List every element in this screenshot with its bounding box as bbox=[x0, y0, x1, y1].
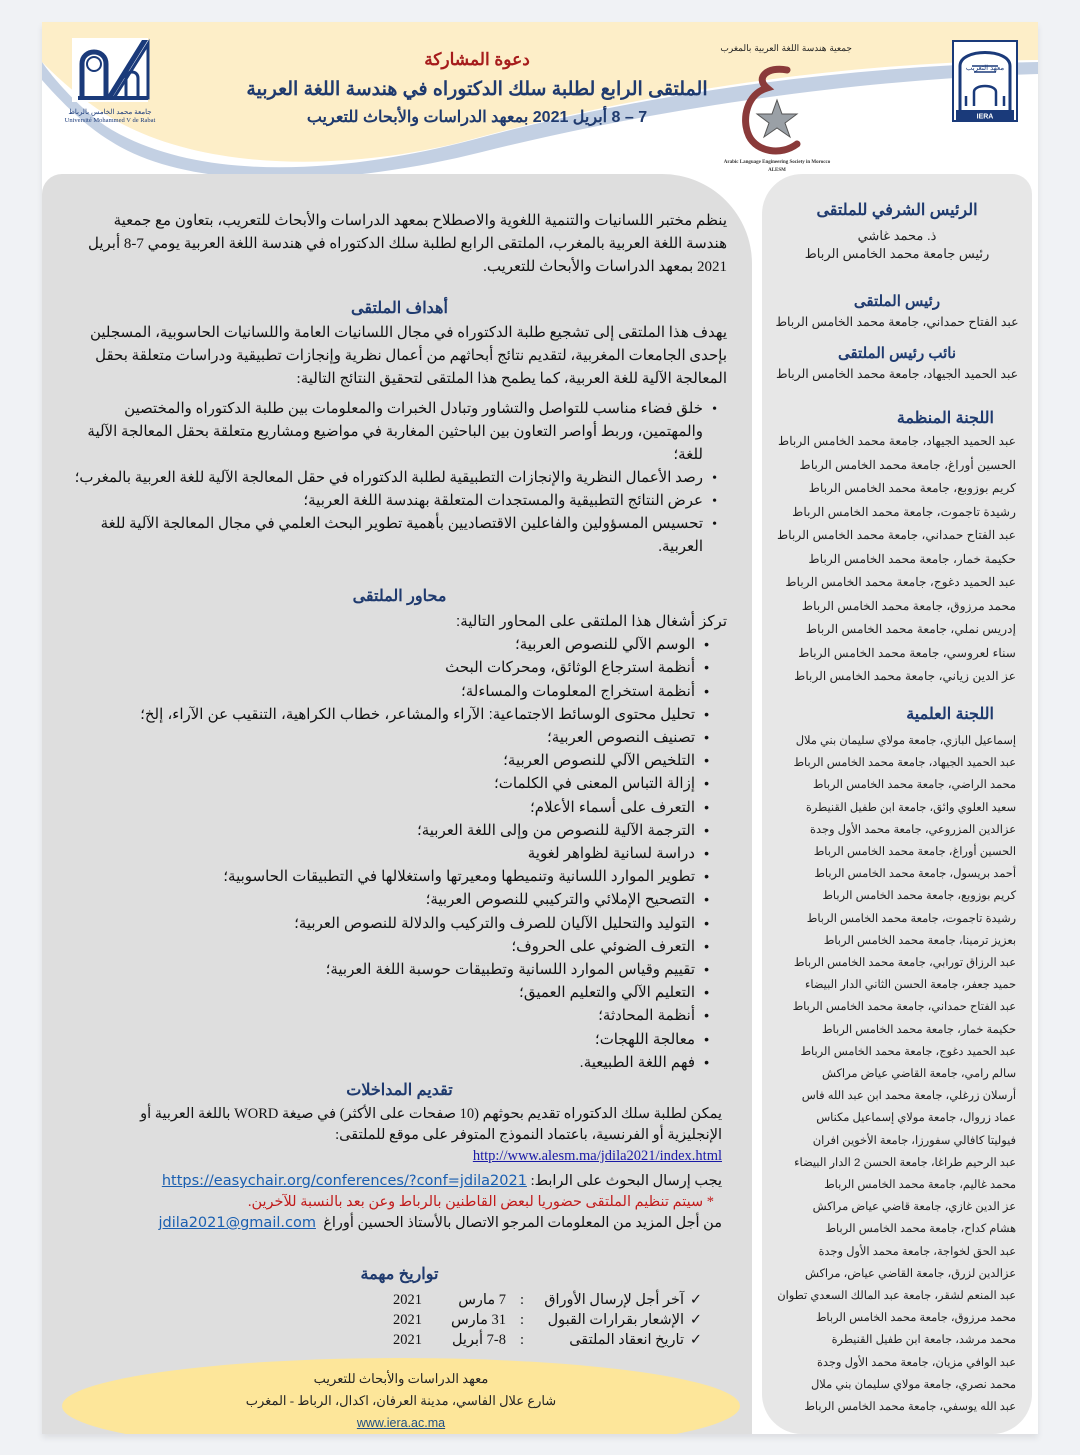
university-caption-fr: Université Mohammed V de Rabat bbox=[64, 117, 156, 124]
honorary-heading: الرئيس الشرفي للملتقى bbox=[816, 202, 978, 219]
objective-item: • خلق فضاء مناسب للتواصل والتشاور وتبادل الخبرات والمعلومات بين طلبة الدكتوراه والمختصين والمهتمين، وربط أواصر التعاون بين الباحثين المغاربة في مواضيع ومشاريع متعلقة بحقل المعالجة الآلية للغة؛ bbox=[72, 398, 713, 467]
date-year: 2021 bbox=[393, 1332, 422, 1348]
committee-member: كريم بوزوبع، جامعة محمد الخامس الرباط bbox=[808, 481, 1016, 495]
committee-member: عماد زروال، جامعة مولاي إسماعيل مكناس bbox=[816, 1112, 1016, 1125]
date-colon: : bbox=[519, 1332, 524, 1348]
committee-member: كريم بوزوبع، جامعة محمد الخامس الرباط bbox=[822, 890, 1016, 903]
committee-member: إدريس نملي، جامعة محمد الخامس الرباط bbox=[805, 622, 1016, 636]
committee-member: محمد مرزوق، جامعة محمد الخامس الرباط bbox=[801, 598, 1016, 613]
date-row bbox=[252, 1290, 702, 1310]
committee-member: عبد الفتاح حمداني، جامعة محمد الخامس الرباط bbox=[792, 1001, 1016, 1014]
committee-member: عبد الوافي مزيان، جامعة محمد الأول وجدة bbox=[816, 1356, 1016, 1369]
contact-email-link[interactable]: jdila2021@gmail.com bbox=[158, 1215, 316, 1231]
objective-item: • تحسيس المسؤولين والفاعلين الاقتصاديين بأهمية تطوير البحث العلمي في مجال المعالجة الآلية للغة العربية. bbox=[72, 513, 713, 559]
axis-item: • التعليم الآلي والتعليم العميق؛ bbox=[72, 981, 705, 1004]
chair-block bbox=[762, 292, 1032, 329]
axis-item: • التلخيص الآلي للنصوص العربية؛ bbox=[72, 749, 705, 772]
objectives-heading: أهداف الملتقى bbox=[351, 300, 448, 317]
date-label: الإشعار بقرارات القبول bbox=[547, 1312, 684, 1328]
committee-member: عبد الله يوسفي، جامعة محمد الخامس الرباط bbox=[804, 1401, 1016, 1414]
chair-name: عبد الفتاح حمداني، جامعة محمد الخامس الرباط bbox=[775, 315, 1019, 329]
main-panel bbox=[42, 174, 752, 1434]
organizing-list bbox=[762, 430, 1032, 689]
submission-heading: تقديم المداخلات bbox=[346, 1082, 453, 1099]
organizing-heading: اللجنة المنظمة bbox=[896, 410, 994, 427]
committee-member: فيوليتا كافالي سفورزا، جامعة الأخوين افران bbox=[812, 1134, 1016, 1147]
footer-website-link[interactable]: www.iera.ac.ma bbox=[356, 1416, 446, 1430]
committee-member: سناء لعروسي، جامعة محمد الخامس الرباط bbox=[798, 645, 1016, 660]
committee-member: إسماعيل البازي، جامعة مولاي سليمان بني ملال bbox=[795, 735, 1016, 747]
axis-item: • معالجة اللهجات؛ bbox=[72, 1028, 705, 1051]
committee-member: حكيمة خمار، جامعة محمد الخامس الرباط bbox=[808, 551, 1016, 566]
alesm-abbr: ALESM bbox=[768, 168, 786, 173]
committee-member: بعزيز ترمينا، جامعة محمد الخامس الرباط bbox=[823, 934, 1016, 947]
submission-text: يمكن لطلبة سلك الدكتوراه تقديم بحوثهم (10 صفحات على الأكثر) في صيغة WORD باللغة العربية أو الإنجليزية أو الفرنسية، باعتماد النموذج المتوفر على موقع للملتقى: bbox=[140, 1106, 722, 1143]
objectives-intro: يهدف هذا الملتقى إلى تشجيع طلبة الدكتوراه في مجال اللسانيات العامة واللسانيات الحاسوبية، المسجلين بإحدى الجامعات المغربية، لتقديم نتائج أبحاثهم من أعمال نظرية وإنجازات تطبيقية ودراسات متعلقة بحقل المعالجة الآلية للغة العربية، كما يطمح هذا الملتقى لتحقيق النتائج التالية: bbox=[89, 325, 727, 387]
axis-item: • التعرف الضوئي على الحروف؛ bbox=[72, 935, 705, 958]
vice-chair-name: عبد الحميد الجيهاد، جامعة محمد الخامس الرباط bbox=[775, 367, 1019, 381]
axis-item: • الترجمة الآلية للنصوص من وإلى اللغة العربية؛ bbox=[72, 819, 705, 842]
committee-member: محمد الراضي، جامعة محمد الخامس الرباط bbox=[812, 779, 1016, 792]
committee-member: رشيدة تاجموت، جامعة محمد الخامس الرباط bbox=[806, 912, 1016, 925]
submission-section bbox=[82, 1104, 722, 1234]
committee-member: هشام كداح، جامعة محمد الخامس الرباط bbox=[825, 1223, 1016, 1236]
axis-item: • فهم اللغة الطبيعية. bbox=[72, 1051, 705, 1074]
date-colon: : bbox=[519, 1312, 524, 1328]
committee-member: عبد الفتاح حمداني، جامعة محمد الخامس الرباط bbox=[776, 528, 1016, 542]
committee-member: رشيدة تاجموت، جامعة محمد الخامس الرباط bbox=[792, 504, 1016, 519]
vice-chair-block bbox=[762, 344, 1032, 381]
check-icon: ✓ bbox=[689, 1312, 702, 1328]
committee-member: عز الدين زياني، جامعة محمد الخامس الرباط bbox=[794, 669, 1016, 683]
committee-member: عز الدين غازي، جامعة قاضي عياض مراكش bbox=[812, 1201, 1016, 1214]
committee-member: عزالدين المزروعي، جامعة محمد الأول وجدة bbox=[810, 823, 1016, 836]
axis-item: • تحليل محتوى الوسائط الاجتماعية: الآراء والمشاعر، خطاب الكراهية، التنقيب عن الآراء، إلخ؛ bbox=[72, 703, 705, 726]
iera-abbr: IERA bbox=[976, 113, 994, 121]
objective-item: • عرض النتائج التطبيقية والمستجدات المتعلقة بهندسة اللغة العربية؛ bbox=[72, 490, 713, 513]
date-colon: : bbox=[519, 1292, 524, 1308]
committee-member: عبد الحميد الجيهاد، جامعة محمد الخامس الرباط bbox=[793, 757, 1016, 770]
axis-item: • تصنيف النصوص العربية؛ bbox=[72, 726, 705, 749]
axis-item: • التصحيح الإملائي والتركيبي للنصوص العربية؛ bbox=[72, 888, 705, 911]
scientific-heading: اللجنة العلمية bbox=[906, 706, 994, 723]
committee-member: محمد مرشد، جامعة ابن طفيل القنيطرة bbox=[831, 1334, 1016, 1347]
axis-item: • الوسم الآلي للنصوص العربية؛ bbox=[72, 633, 705, 656]
template-link[interactable]: http://www.alesm.ma/jdila2021/index.html bbox=[472, 1148, 722, 1164]
organizing-committee bbox=[762, 408, 1032, 689]
committee-member: عبد الرحيم طراغا، جامعة الحسن 2 الدار البيضاء bbox=[794, 1156, 1016, 1169]
committee-member: الحسين أوراغ، جامعة محمد الخامس الرباط bbox=[813, 846, 1016, 859]
chair-heading: رئيس الملتقى bbox=[853, 293, 941, 310]
axes-intro: تركز أشغال هذا الملتقى على المحاور التالية: bbox=[456, 613, 727, 630]
alesm-caption-en: Arabic Language Engineering Society in Morocco bbox=[723, 160, 831, 165]
axis-item: • أنظمة استخراج المعلومات والمساءلة؛ bbox=[72, 680, 705, 703]
committee-member: سعيد العلوي وائق، جامعة ابن طفيل القنيطرة bbox=[805, 801, 1016, 814]
committee-member: حكيمة خمار، جامعة محمد الخامس الرباط bbox=[822, 1023, 1016, 1036]
committee-member: الحسين أوراغ، جامعة محمد الخامس الرباط bbox=[799, 457, 1016, 472]
date-row bbox=[252, 1330, 702, 1350]
committee-member: عبد الحق لخواجة، جامعة محمد الأول وجدة bbox=[818, 1245, 1016, 1258]
send-label: يجب إرسال البحوث على الرابط: bbox=[530, 1173, 722, 1189]
footer-address-oval bbox=[62, 1358, 740, 1434]
date-row bbox=[252, 1310, 702, 1330]
university-logo bbox=[56, 34, 164, 124]
axis-item: • دراسة لسانية لظواهر لغوية bbox=[72, 842, 705, 865]
footer-address: شارع علال الفاسي، مدينة العرفان، اكدال، الرباط - المغرب bbox=[245, 1393, 557, 1408]
scientific-list bbox=[762, 730, 1032, 1418]
committees-sidebar bbox=[762, 174, 1032, 1434]
date-label: آخر أجل لإرسال الأوراق bbox=[544, 1292, 684, 1308]
date-year: 2021 bbox=[393, 1312, 422, 1328]
honorary-name: ذ. محمد غاشي bbox=[857, 228, 937, 243]
honorary-role: رئيس جامعة محمد الخامس الرباط bbox=[804, 246, 990, 261]
hybrid-notice: * سيتم تنظيم الملتقى حضوريا لبعض القاطنين بالرباط وعن بعد بالنسبة للآخرين. bbox=[247, 1194, 714, 1210]
committee-member: محمد نصري، جامعة مولاي سليمان بني ملال bbox=[811, 1378, 1016, 1391]
iera-logo bbox=[952, 40, 1018, 122]
check-icon: ✓ bbox=[689, 1332, 702, 1348]
axis-item: • تطوير الموارد اللسانية وتنميطها ومعيرتها واستغلالها في التطبيقات الحاسوبية؛ bbox=[72, 865, 705, 888]
date-day: 7 مارس bbox=[458, 1292, 506, 1308]
axis-item: • التوليد والتحليل الآليان للصرف والتركيب والدلالة للنصوص العربية؛ bbox=[72, 912, 705, 935]
important-dates bbox=[252, 1290, 702, 1350]
committee-member: عزالدين لزرق، جامعة القاضي عياض، مراكش bbox=[804, 1267, 1016, 1280]
committee-member: حميد جعفر، جامعة الحسن الثاني الدار البيضاء bbox=[804, 979, 1016, 992]
objectives-list bbox=[72, 398, 727, 559]
scientific-committee bbox=[762, 704, 1032, 1418]
vice-chair-heading: نائب رئيس الملتقى bbox=[837, 345, 957, 362]
committee-member: عبد المنعم لشقر، جامعة عبد المالك السعدي تطوان bbox=[777, 1290, 1016, 1303]
axis-item: • إزالة التباس المعنى في الكلمات؛ bbox=[72, 772, 705, 795]
committee-member: عبد الحميد دغوج، جامعة محمد الخامس الرباط bbox=[800, 1045, 1016, 1058]
committee-member: عبد الحميد الجيهاد، جامعة محمد الخامس الرباط bbox=[777, 434, 1016, 448]
axes-heading: محاور الملتقى bbox=[352, 588, 447, 605]
date-day: 31 مارس bbox=[450, 1312, 506, 1328]
axis-item: • أنظمة استرجاع الوثائق، ومحركات البحث bbox=[72, 656, 705, 679]
date-day: 7-8 أبريل bbox=[451, 1332, 506, 1348]
axis-item: • التعرف على أسماء الأعلام؛ bbox=[72, 796, 705, 819]
committee-member: محمد غاليم، جامعة محمد الخامس الرباط bbox=[824, 1179, 1016, 1192]
easychair-link[interactable]: https://easychair.org/conferences/?conf=jdila2021 bbox=[161, 1173, 527, 1189]
university-caption-ar: جامعة محمد الخامس بالرباط bbox=[68, 109, 152, 116]
committee-member: أرسلان زرغلي، جامعة محمد ابن عبد الله فاس bbox=[801, 1090, 1016, 1103]
alesm-emblem-icon bbox=[737, 64, 817, 159]
date-year: 2021 bbox=[393, 1292, 422, 1308]
check-icon: ✓ bbox=[689, 1292, 702, 1308]
alesm-caption-ar: جمعية هندسة اللغة العربية بالمغرب bbox=[720, 44, 852, 54]
intro-paragraph: ينظم مختبر اللسانيات والتنمية اللغوية والاصطلاح بمعهد الدراسات والأبحاث للتعريب، بتعاون مع جمعية هندسة اللغة العربية بالمغرب، الملتقى الرابع لطلبة سلك الدكتوراه في هندسة اللغة العربية يومي 7-8 أبريل 2021 بمعهد الدراسات والأبحاث للتعريب. bbox=[87, 213, 727, 275]
date-label: تاريخ انعقاد الملتقى bbox=[569, 1332, 684, 1348]
committee-member: محمد مرزوق، جامعة محمد الخامس الرباط bbox=[815, 1312, 1016, 1325]
axis-item: • تقييم وقياس الموارد اللسانية وتطبيقات حوسبة اللغة العربية؛ bbox=[72, 958, 705, 981]
honorary-chair-block bbox=[762, 200, 1032, 262]
call-title: دعوة المشاركة bbox=[424, 50, 530, 69]
axes-section bbox=[72, 610, 727, 1074]
header-titles bbox=[242, 50, 712, 127]
objective-item: • رصد الأعمال النظرية والإنجازات التطبيقية لطلبة الدكتوراه في حقل المعالجة الآلية للغة العربية بالمغرب؛ bbox=[72, 467, 713, 490]
event-title: الملتقى الرابع لطلبة سلك الدكتوراه في هندسة اللغة العربية bbox=[246, 79, 708, 100]
committee-member: عبد الرزاق تورابي، جامعة محمد الخامس الرباط bbox=[793, 957, 1016, 970]
axis-item: • أنظمة المحادثة؛ bbox=[72, 1004, 705, 1027]
committee-member: سالم رامي، جامعة القاضي عياض مراكش bbox=[821, 1068, 1016, 1081]
committee-member: عبد الحميد دغوج، جامعة محمد الخامس الرباط bbox=[785, 575, 1016, 589]
footer-org: معهد الدراسات والأبحاث للتعريب bbox=[313, 1371, 489, 1386]
committee-member: أحمد بريسول، جامعة محمد الخامس الرباط bbox=[814, 868, 1016, 881]
contact-label: من أجل المزيد من المعلومات المرجو الاتصال بالأستاذ الحسين أوراغ bbox=[323, 1215, 722, 1231]
iera-caption-ar: معهد التعريب bbox=[965, 65, 1005, 72]
alesm-logo bbox=[692, 42, 862, 182]
dates-heading: تواريخ مهمة bbox=[360, 1266, 439, 1283]
flyer-page bbox=[42, 22, 1038, 1434]
event-date-venue: 7 – 8 أبريل 2021 بمعهد الدراسات والأبحاث للتعريب bbox=[306, 109, 648, 126]
